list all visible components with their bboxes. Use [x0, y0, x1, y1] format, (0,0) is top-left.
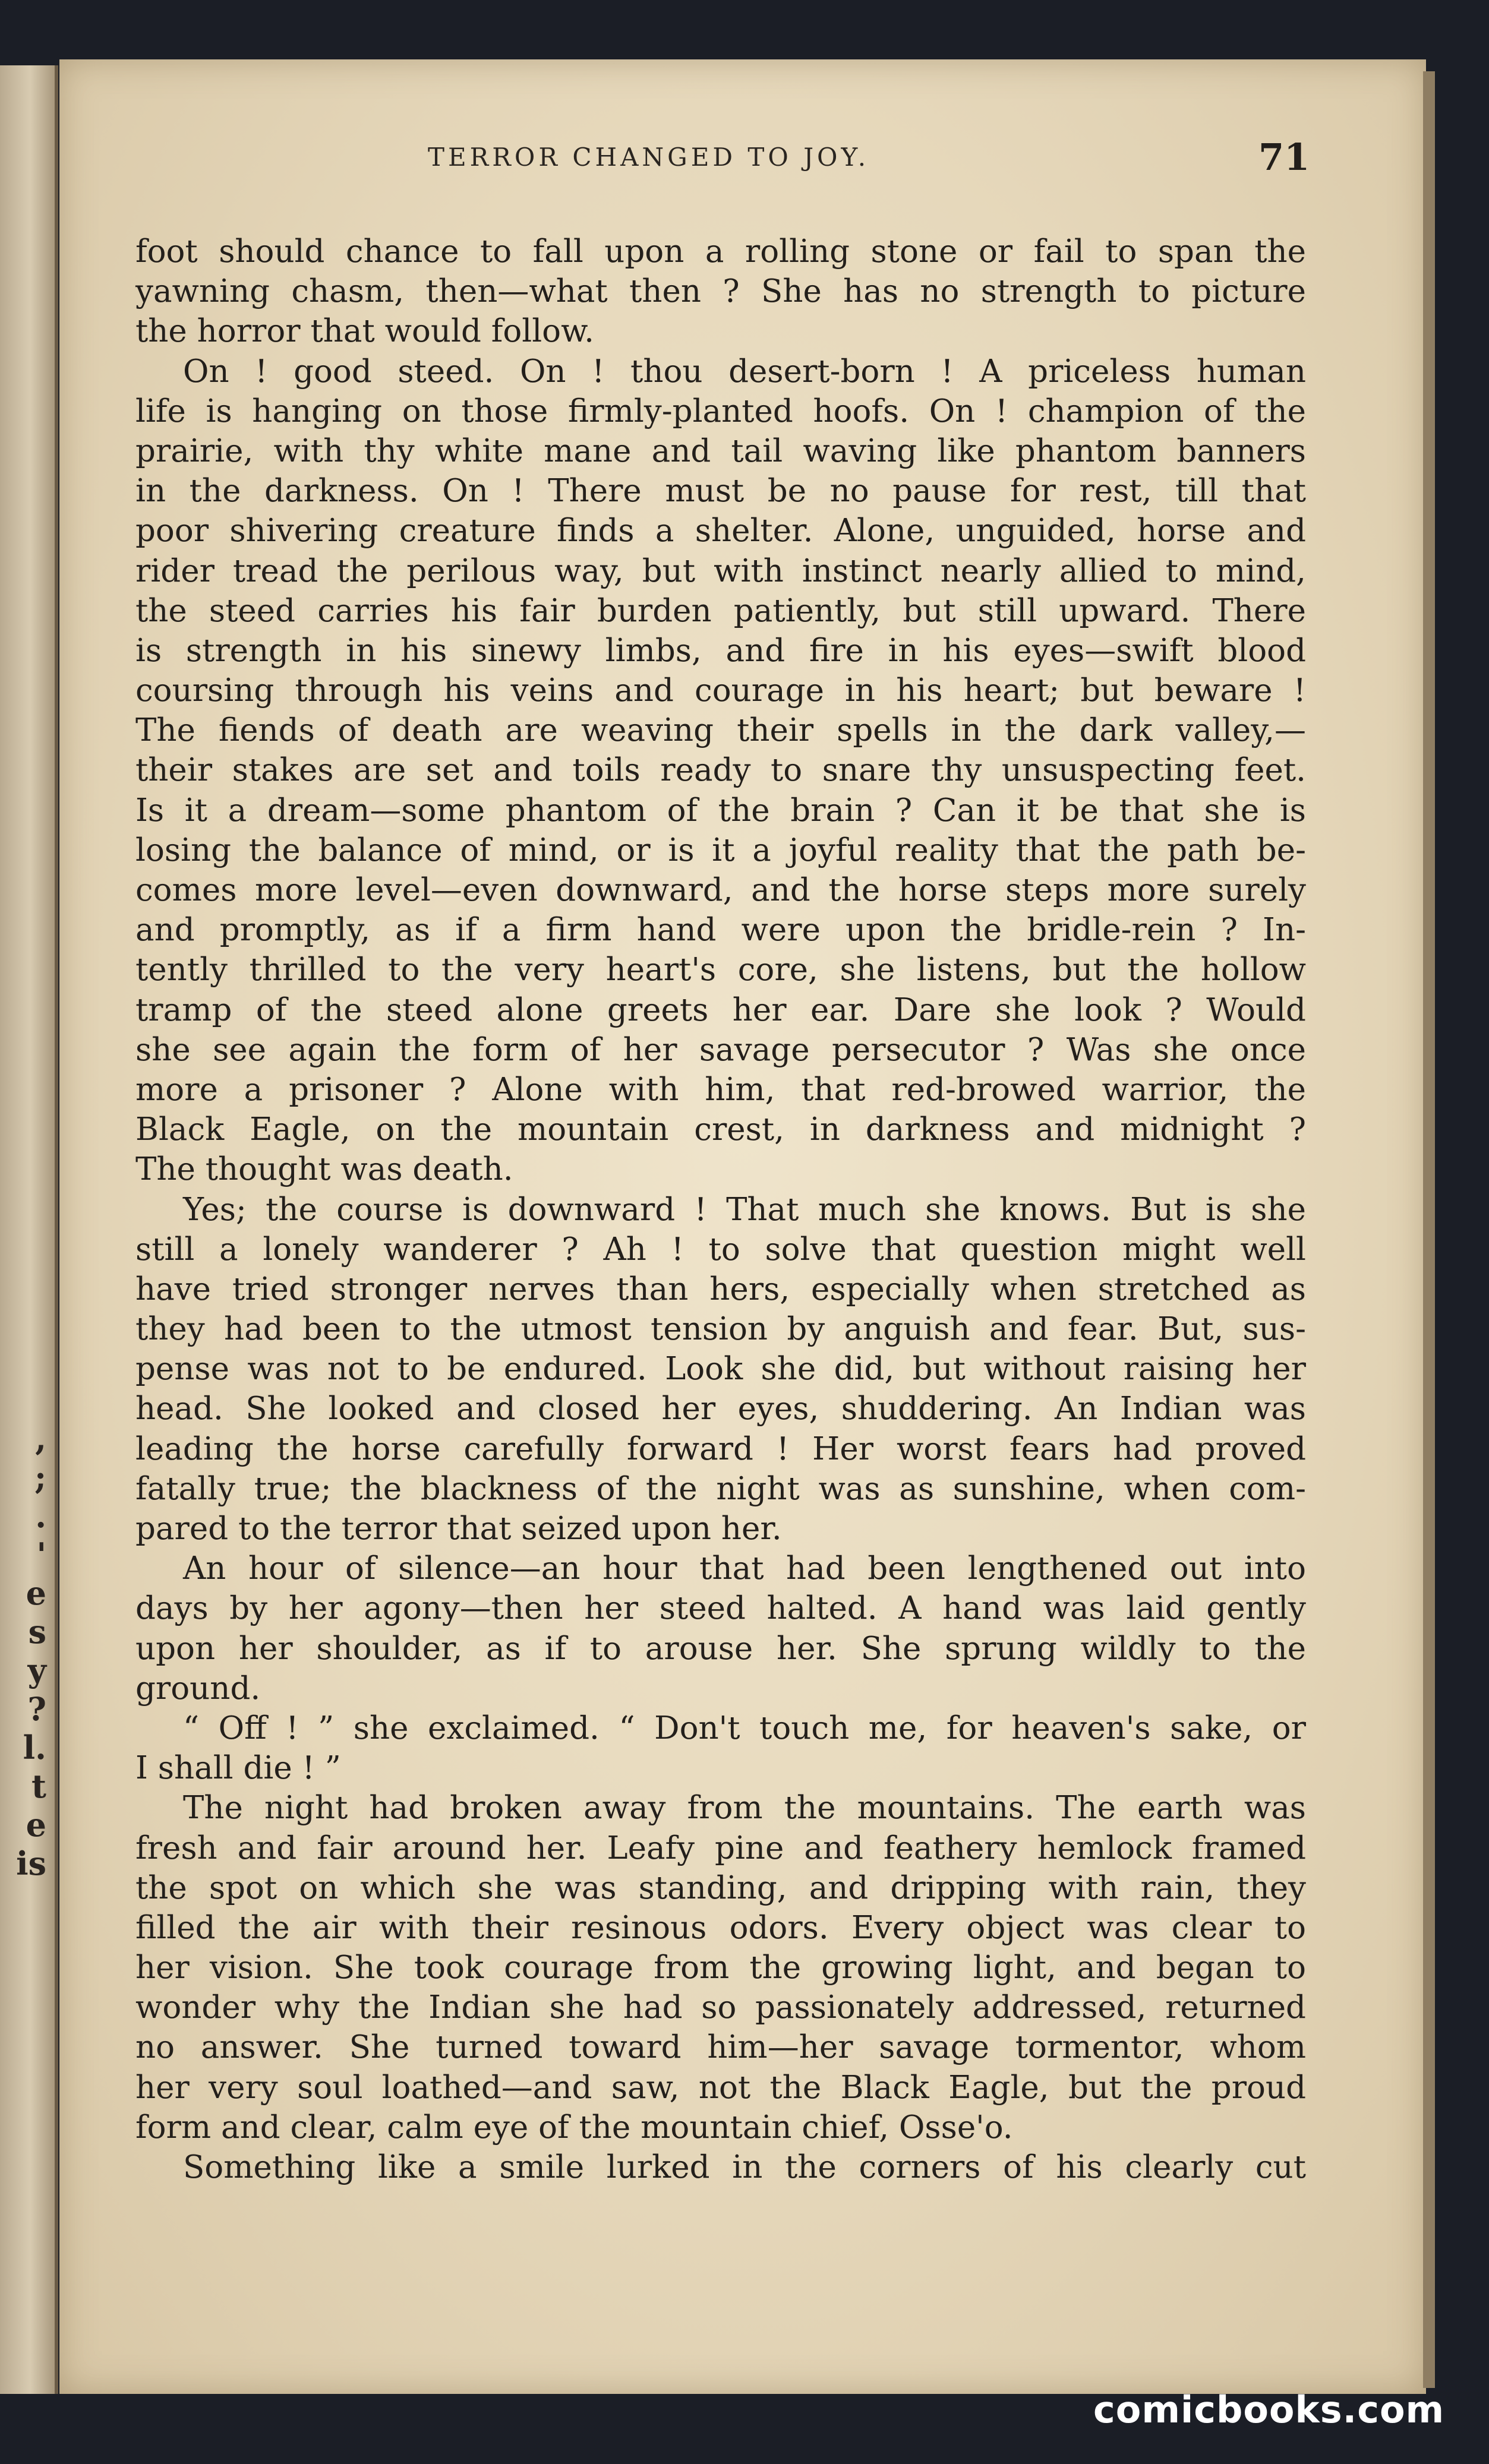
text-line: no answer. She turned toward him—her savage tormentor, whom — [135, 2029, 1306, 2066]
left-page-fragment: ' — [36, 1536, 46, 1574]
text-line: Yes; the course is downward ! That much she knows. But is she — [183, 1191, 1306, 1228]
left-page-fragment: ; — [34, 1458, 46, 1496]
running-head: TERROR CHANGED TO JOY. — [428, 143, 870, 172]
text-line: still a lonely wanderer ? Ah ! to solve that question might well — [135, 1231, 1306, 1268]
text-line: I shall die ! ” — [135, 1750, 341, 1787]
text-line: life is hanging on those firmly-planted hoofs. On ! champion of the — [135, 393, 1306, 429]
text-line: wonder why the Indian she had so passionately addressed, returned — [135, 1989, 1306, 2026]
page-edge-shadow — [1423, 71, 1435, 2388]
text-line: tently thrilled to the very heart's core, she listens, but the hollow — [135, 952, 1306, 988]
text-line: Black Eagle, on the mountain crest, in darkness and midnight ? — [135, 1111, 1306, 1148]
text-line: coursing through his veins and courage in his heart; but beware ! — [135, 672, 1306, 709]
text-line: the horror that would follow. — [135, 313, 595, 350]
left-page-fragment: s — [28, 1613, 46, 1651]
text-line: days by her agony—then her steed halted. A hand was laid gently — [135, 1590, 1306, 1627]
text-line: the steed carries his fair burden patiently, but still upward. There — [135, 592, 1306, 629]
text-line: her very soul loathed—and saw, not the Black Eagle, but the proud — [135, 2069, 1306, 2106]
text-line: “ Off ! ” she exclaimed. “ Don't touch me, for heaven's sake, or — [183, 1710, 1306, 1746]
left-page-fragment: e — [26, 1806, 46, 1844]
left-page-text-fragments — [5, 1420, 46, 1883]
text-line: she see again the form of her savage persecutor ? Was she once — [135, 1031, 1306, 1068]
text-line: her vision. She took courage from the growing light, and began to — [135, 1950, 1306, 1986]
text-line: upon her shoulder, as if to arouse her. She sprung wildly to the — [135, 1630, 1306, 1667]
left-page-fragment: is — [16, 1844, 46, 1882]
text-line: The thought was death. — [135, 1151, 513, 1188]
text-line: prairie, with thy white mane and tail waving like phantom banners — [135, 432, 1306, 469]
text-line: Something like a smile lurked in the corners of his clearly cut — [183, 2149, 1306, 2185]
left-page-fragment: . — [35, 1497, 46, 1535]
left-page-edge — [0, 65, 58, 2394]
text-line: leading the horse carefully forward ! Her worst fears had proved — [135, 1430, 1306, 1467]
text-line: tramp of the steed alone greets her ear. Dare she look ? Would — [135, 991, 1306, 1028]
watermark: comicbooks.com — [1093, 2388, 1445, 2431]
text-line: yawning chasm, then—what then ? She has no strength to picture — [135, 273, 1306, 310]
text-line: pared to the terror that seized upon her. — [135, 1511, 782, 1547]
text-line: they had been to the utmost tension by anguish and fear. But, sus- — [135, 1311, 1306, 1348]
text-line: pense was not to be endured. Look she did, but without raising her — [135, 1351, 1306, 1388]
text-line: ground. — [135, 1670, 261, 1707]
left-page-fragment: l. — [23, 1729, 46, 1767]
text-line: the spot on which she was standing, and dripping with rain, they — [135, 1869, 1306, 1906]
text-line: is strength in his sinewy limbs, and fire in his eyes—swift blood — [135, 632, 1306, 669]
text-line: poor shivering creature finds a shelter. Alone, unguided, horse and — [135, 513, 1306, 549]
text-line: their stakes are set and toils ready to snare thy unsuspecting feet. — [135, 752, 1306, 789]
text-line: Is it a dream—some phantom of the brain ? Can it be that she is — [135, 792, 1306, 829]
text-line: head. She looked and closed her eyes, shuddering. An Indian was — [135, 1391, 1306, 1427]
text-line: and promptly, as if a firm hand were upon the bridle-rein ? In- — [135, 912, 1306, 949]
left-page-fragment: e — [26, 1574, 46, 1612]
text-line: fatally true; the blackness of the night was as sunshine, when com- — [135, 1470, 1306, 1507]
left-page-fragment: t — [31, 1767, 46, 1805]
left-page-fragment: ? — [27, 1690, 46, 1728]
text-line: losing the balance of mind, or is it a joyful reality that the path be- — [135, 832, 1306, 868]
text-line: fresh and fair around her. Leafy pine and feathery hemlock framed — [135, 1830, 1306, 1866]
text-line: filled the air with their resinous odors. Every object was clear to — [135, 1909, 1306, 1946]
body-text — [135, 232, 1306, 2187]
page-number: 71 — [1258, 135, 1310, 179]
text-line: comes more level—even downward, and the horse steps more surely — [135, 872, 1306, 908]
text-line: form and clear, calm eye of the mountain chief, Osse'o. — [135, 2109, 1013, 2146]
left-page-fragment: y — [27, 1651, 46, 1689]
left-page-fragment: , — [35, 1420, 46, 1458]
text-line: The night had broken away from the mountains. The earth was — [183, 1790, 1306, 1827]
text-line: An hour of silence—an hour that had been lengthened out into — [183, 1550, 1306, 1587]
text-line: On ! good steed. On ! thou desert-born ! A priceless human — [183, 353, 1306, 390]
text-line: foot should chance to fall upon a rolling stone or fail to span the — [135, 233, 1306, 270]
text-line: rider tread the perilous way, but with instinct nearly allied to mind, — [135, 552, 1306, 589]
text-line: more a prisoner ? Alone with him, that red-browed warrior, the — [135, 1071, 1306, 1108]
text-line: have tried stronger nerves than hers, especially when stretched as — [135, 1271, 1306, 1307]
text-line: in the darkness. On ! There must be no pause for rest, till that — [135, 473, 1306, 510]
text-line: The fiends of death are weaving their spells in the dark valley,— — [135, 712, 1306, 749]
